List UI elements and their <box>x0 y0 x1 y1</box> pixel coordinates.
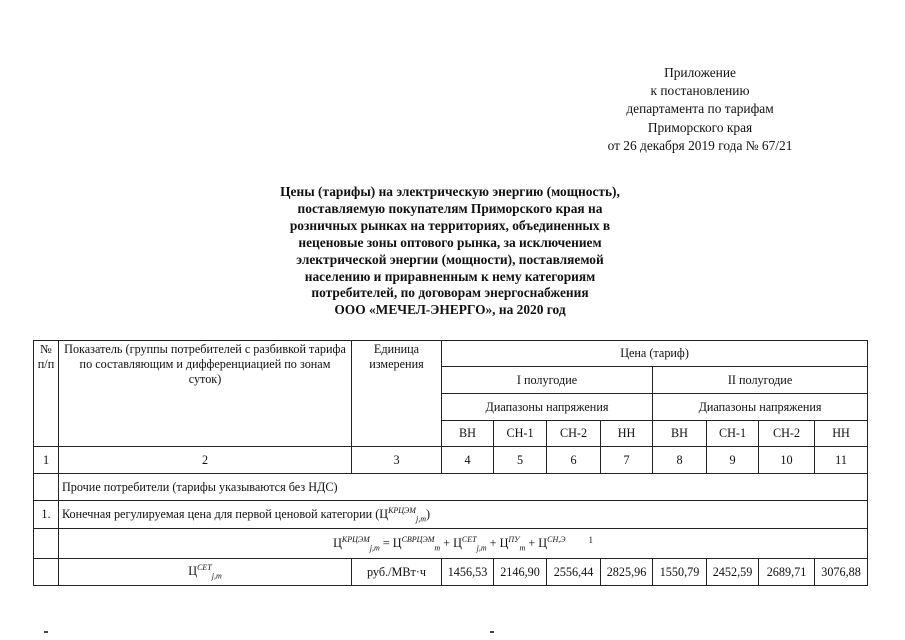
header-price: Цена (тариф) <box>442 341 868 367</box>
footnote-marker: 1 <box>588 534 594 545</box>
level-vn: ВН <box>653 421 707 447</box>
level-sn2: СН-2 <box>547 421 601 447</box>
col-number: 6 <box>547 447 601 474</box>
col-number: 9 <box>707 447 759 474</box>
value-cell: 2689,71 <box>759 559 815 586</box>
formula-num-cell <box>34 529 59 559</box>
header-ranges-2: Диапазоны напряжения <box>653 394 868 421</box>
title-line: поставляемую покупателям Приморского края на <box>297 200 603 216</box>
title-line: ООО «МЕЧЕЛ-ЭНЕРГО», на 2020 год <box>334 302 566 318</box>
item-row <box>34 501 868 529</box>
tariff-row <box>34 559 868 586</box>
header-unit: Единица измерения <box>352 341 442 447</box>
value-cell: 1550,79 <box>653 559 707 586</box>
col-number: 8 <box>653 447 707 474</box>
level-sn1: СН-1 <box>707 421 759 447</box>
col-number: 1 <box>34 447 59 474</box>
section-title: Прочие потребители (тарифы указываются без НДС) <box>59 474 868 501</box>
level-sn1: СН-1 <box>494 421 547 447</box>
header-ranges-1: Диапазоны напряжения <box>442 394 653 421</box>
annex-line: к постановлению <box>650 83 750 99</box>
value-cell: 2146,90 <box>494 559 547 586</box>
tariff-table <box>33 340 868 586</box>
annex-line: департамента по тарифам <box>626 101 774 117</box>
title-line: розничных рынках на территориях, объединенных в <box>289 217 611 233</box>
col-number: 5 <box>494 447 547 474</box>
header-indicator: Показатель (группы потребителей с разбивкой тарифа по составляющим и дифференциацией по зонам суток) <box>59 341 352 447</box>
col-number: 7 <box>601 447 653 474</box>
item-title: Конечная регулируемая цена для первой ценовой категории $(Ц^{КРЦЭМ}_{j,m})$ <box>59 501 868 529</box>
row-num-cell <box>34 559 59 586</box>
col-number: 10 <box>759 447 815 474</box>
header-half-2: II полугодие <box>653 367 868 394</box>
title-line: Цены (тарифы) на электрическую энергию (мощность), <box>280 184 620 199</box>
value-cell: 2825,96 <box>601 559 653 586</box>
annex-line: Приложение <box>664 65 736 80</box>
level-nn: НН <box>601 421 653 447</box>
level-vn: ВН <box>442 421 494 447</box>
value-cell: 3076,88 <box>815 559 868 586</box>
col-number: 2 <box>59 447 352 474</box>
level-sn2: СН-2 <box>759 421 815 447</box>
value-cell: 1456,53 <box>442 559 494 586</box>
row-label: $Ц^{СЕТ}_{j,m}$ <box>59 559 352 586</box>
title-line: неценовые зоны оптового рынка, за исключением <box>298 234 602 250</box>
document-title <box>190 184 710 319</box>
item-text: Конечная регулируемая цена для первой ценовой категории (Ц <box>62 506 389 521</box>
header-num: № п/п <box>34 341 59 447</box>
value-cell: 2452,59 <box>707 559 759 586</box>
title-line: электрической энергии (мощности), поставляемой <box>296 251 604 267</box>
section-num-cell <box>34 474 59 501</box>
annex-line: от 26 декабря 2019 года № 67/21 <box>607 137 793 153</box>
scan-speck <box>44 631 48 633</box>
col-number: 3 <box>352 447 442 474</box>
value-cell: 2556,44 <box>547 559 601 586</box>
column-numbers-row <box>34 447 868 474</box>
row-unit: руб./МВт·ч <box>352 559 442 586</box>
col-number: 4 <box>442 447 494 474</box>
header-row <box>34 341 868 367</box>
annex-block <box>560 64 840 155</box>
formula-row <box>34 529 868 559</box>
level-nn: НН <box>815 421 868 447</box>
price-formula: $Ц^{КРЦЭМ}_{j,m} = Ц^{СВРЦЭМ}_m + Ц^{СЕТ}_{j,m} + Ц^{ПУ}_m + Ц^{СН,Э}$ $^1$ <box>59 529 868 559</box>
section-row <box>34 474 868 501</box>
scan-speck <box>490 631 494 633</box>
annex-line: Приморского края <box>647 119 753 135</box>
col-number: 11 <box>815 447 868 474</box>
item-num: 1. <box>34 501 59 529</box>
title-line: населению и приравненным к нему категориям <box>304 268 596 284</box>
item-symbol: $^{КРЦЭМ}_{j,m}$ <box>388 505 426 524</box>
header-half-1: I полугодие <box>442 367 653 394</box>
title-line: потребителей, по договорам энергоснабжения <box>311 285 589 301</box>
